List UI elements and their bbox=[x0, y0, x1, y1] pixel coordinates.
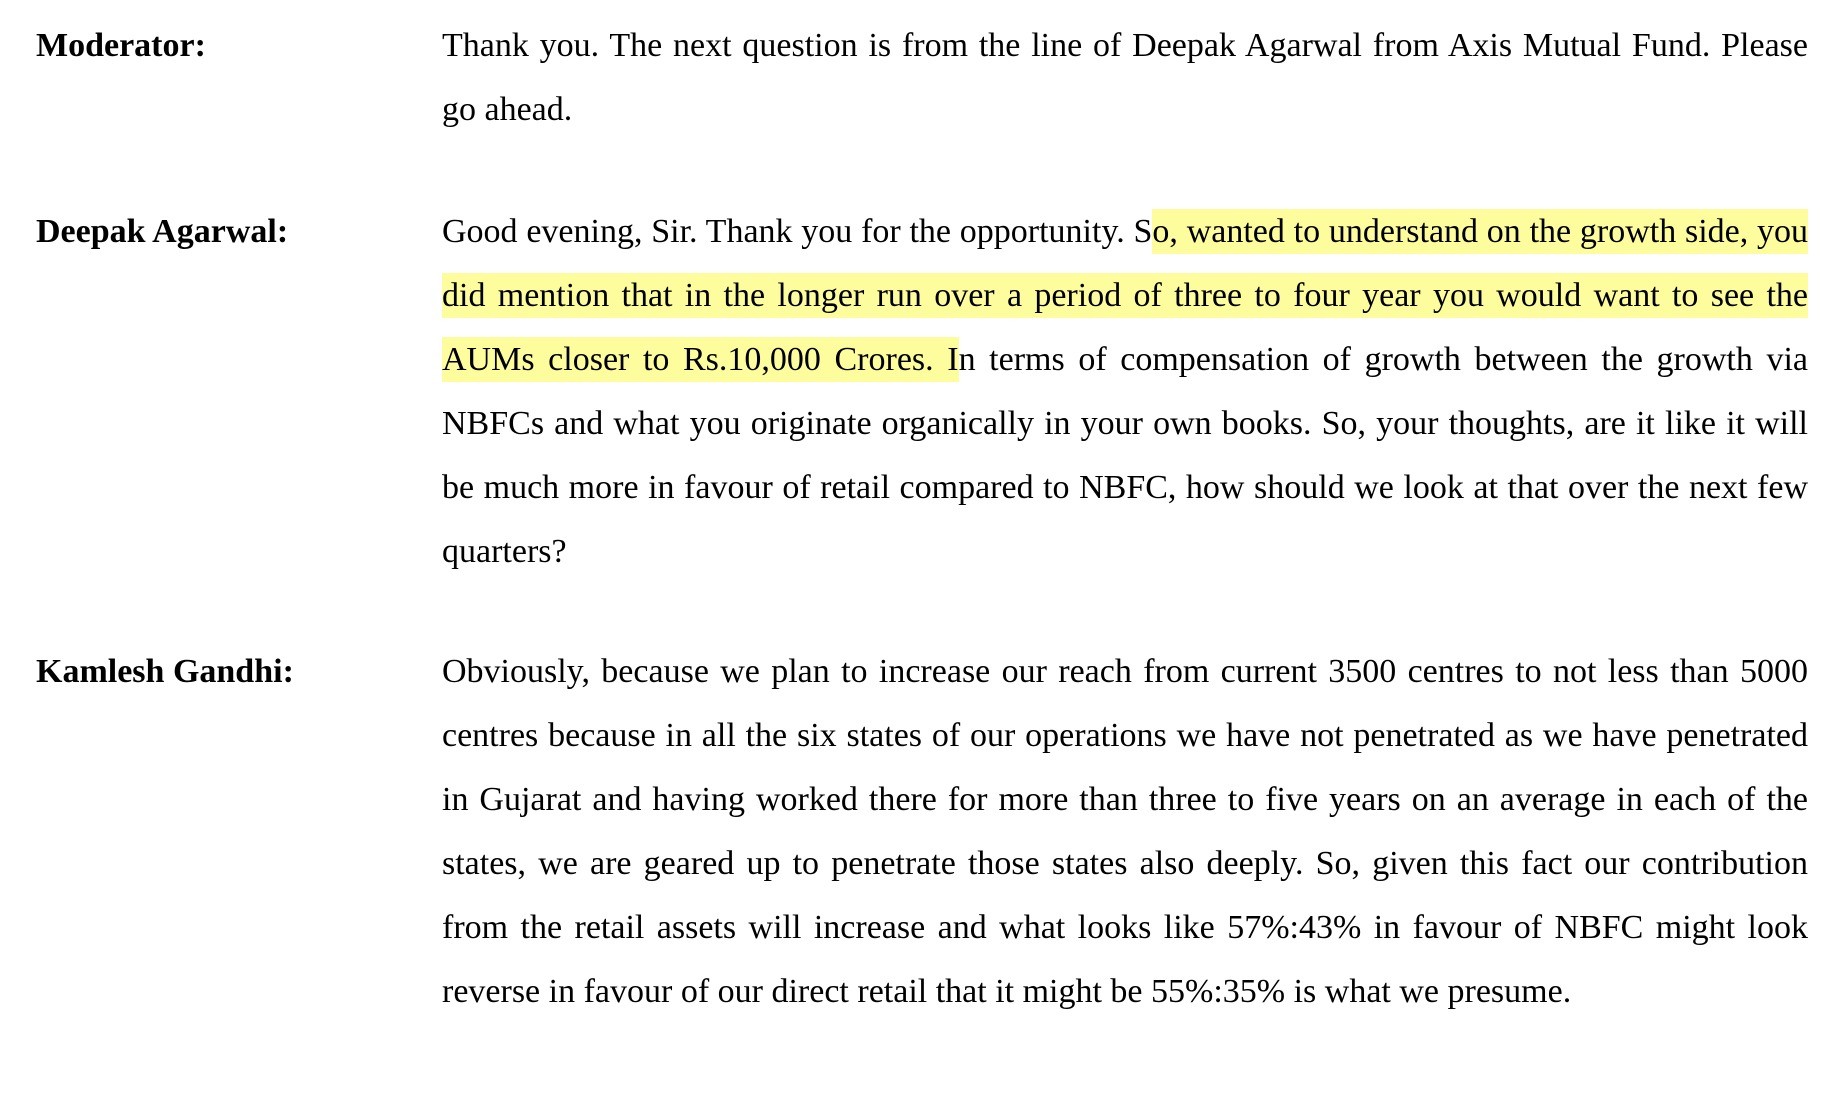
speaker-name: Moderator: bbox=[36, 27, 206, 64]
speech-text bbox=[442, 200, 1808, 584]
speaker-name: Kamlesh Gandhi: bbox=[36, 653, 294, 690]
speech-segment: Obviously, because we plan to increase our reach from current 3500 centres to not less than 5000 centres because in all the six states of our operations we have not penetrated as we have penetrated in Gujarat and having worked there for more than three to five years on an average in each of the states, we are geared up to penetrate those states also deeply. So, given this fact our contribution from the retail assets will increase and what looks like 57%:43% in favour of NBFC might look reverse in favour of our direct retail that it might be 55%:35% is what we presume. bbox=[442, 653, 1808, 1010]
speaker-name: Deepak Agarwal: bbox=[36, 213, 289, 250]
speech-segment: n terms of compensation of growth between the growth via NBFCs and what you originate organically in your own books. So, your thoughts, are it like it will be much more in favour of retail compared to NBFC, how should we look at that over the next few quarters? bbox=[442, 341, 1808, 570]
speech-text bbox=[442, 640, 1808, 1024]
speech-segment: Thank you. The next question is from the line of Deepak Agarwal from Axis Mutual Fund. Please go ahead. bbox=[442, 27, 1808, 128]
speech-text bbox=[442, 14, 1808, 142]
speech-segment: Good evening, Sir. Thank you for the opportunity. S bbox=[442, 213, 1153, 250]
highlighted-segment: o, wanted to understand on the growth side, you did mention that in the longer run over a period of three to four year you would want to see the AUMs closer to Rs.10,000 Crores. I bbox=[442, 209, 1808, 382]
